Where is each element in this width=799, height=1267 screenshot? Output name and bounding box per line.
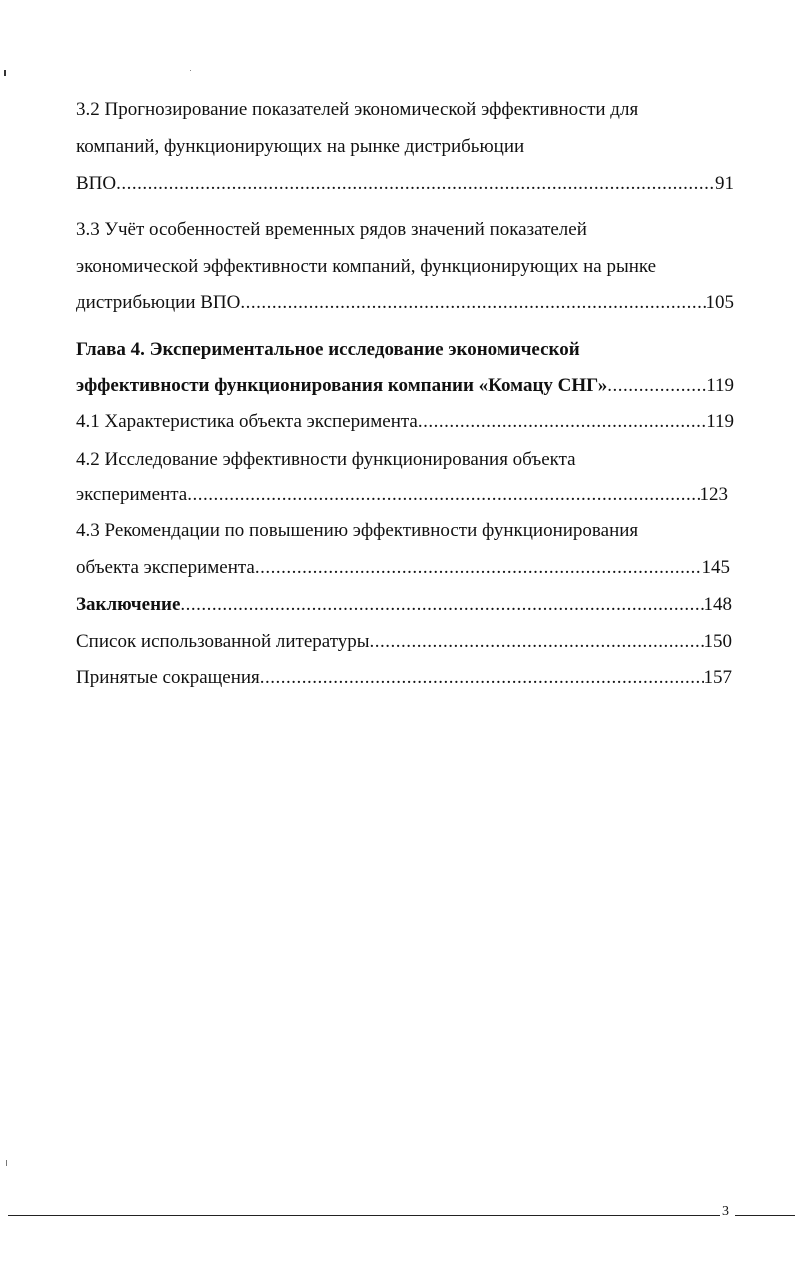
toc-abbreviations-label: Принятые сокращения [76, 667, 260, 688]
toc-4-3-line-2: объекта эксперимента [76, 557, 255, 578]
dot-leader [240, 291, 705, 315]
scan-mark-bottom [6, 1160, 7, 1166]
toc-entry-4-2[interactable] [76, 483, 728, 507]
dot-leader [180, 593, 703, 617]
toc-3-2-line-3: ВПО [76, 173, 117, 194]
page-number-4-3: 145 [701, 557, 730, 578]
dot-leader [187, 483, 699, 507]
dot-leader [370, 630, 704, 654]
toc-4-2-line-2: эксперимента [76, 484, 188, 505]
page-number-conclusion: 148 [703, 594, 732, 615]
toc-entry-3-3[interactable] [76, 291, 734, 315]
page-number-3-2: 91 [715, 173, 734, 194]
page-number-4-1: 119 [706, 411, 734, 432]
toc-3-2-line-2: компаний, функционирующих на рынке дистрибьюции [76, 136, 525, 157]
footer-page-number: 3 [722, 1204, 729, 1219]
toc-entry-3-2[interactable] [76, 172, 734, 196]
toc-chapter-4-line-2: эффективности функционирования компании «Комацу СНГ» [76, 375, 608, 396]
toc-3-2-line-1: 3.2 Прогнозирование показателей экономической эффективности для [76, 99, 639, 120]
toc-3-3-line-1: 3.3 Учёт особенностей временных рядов значений показателей [76, 219, 587, 240]
dot-leader [255, 556, 702, 580]
toc-4-1-label: 4.1 Характеристика объекта эксперимента [76, 411, 418, 432]
footer-rule-right [735, 1215, 795, 1216]
scan-mark-top [4, 70, 6, 76]
footer-rule-left [8, 1215, 720, 1216]
toc-4-3-line-1: 4.3 Рекомендации по повышению эффективности функционирования [76, 520, 639, 541]
toc-entry-4-1[interactable] [76, 410, 734, 434]
toc-conclusion-label: Заключение [76, 594, 181, 615]
dot-leader [418, 410, 706, 434]
toc-chapter-4-line-1: Глава 4. Экспериментальное исследование экономической [76, 339, 580, 360]
toc-references-label: Список использованной литературы [76, 631, 370, 652]
toc-entry-abbreviations[interactable] [76, 666, 732, 690]
toc-entry-conclusion[interactable] [76, 593, 732, 617]
toc-4-2-line-1: 4.2 Исследование эффективности функционирования объекта [76, 449, 576, 470]
dot-leader [607, 374, 706, 398]
dot-leader [116, 172, 715, 196]
scan-mark-dot [190, 70, 191, 71]
toc-entry-4-3[interactable] [76, 556, 730, 580]
page-number-references: 150 [703, 631, 732, 652]
toc-3-3-line-3: дистрибьюции ВПО [76, 292, 241, 313]
page-number-4-2: 123 [699, 484, 728, 505]
dot-leader [260, 666, 704, 690]
toc-entry-chapter-4[interactable] [76, 374, 734, 398]
toc-3-3-line-2: экономической эффективности компаний, функционирующих на рынке [76, 256, 657, 277]
toc-entry-references[interactable] [76, 630, 732, 654]
page-number-3-3: 105 [705, 292, 734, 313]
page-number-chapter-4: 119 [706, 375, 734, 396]
page-number-abbreviations: 157 [703, 667, 732, 688]
